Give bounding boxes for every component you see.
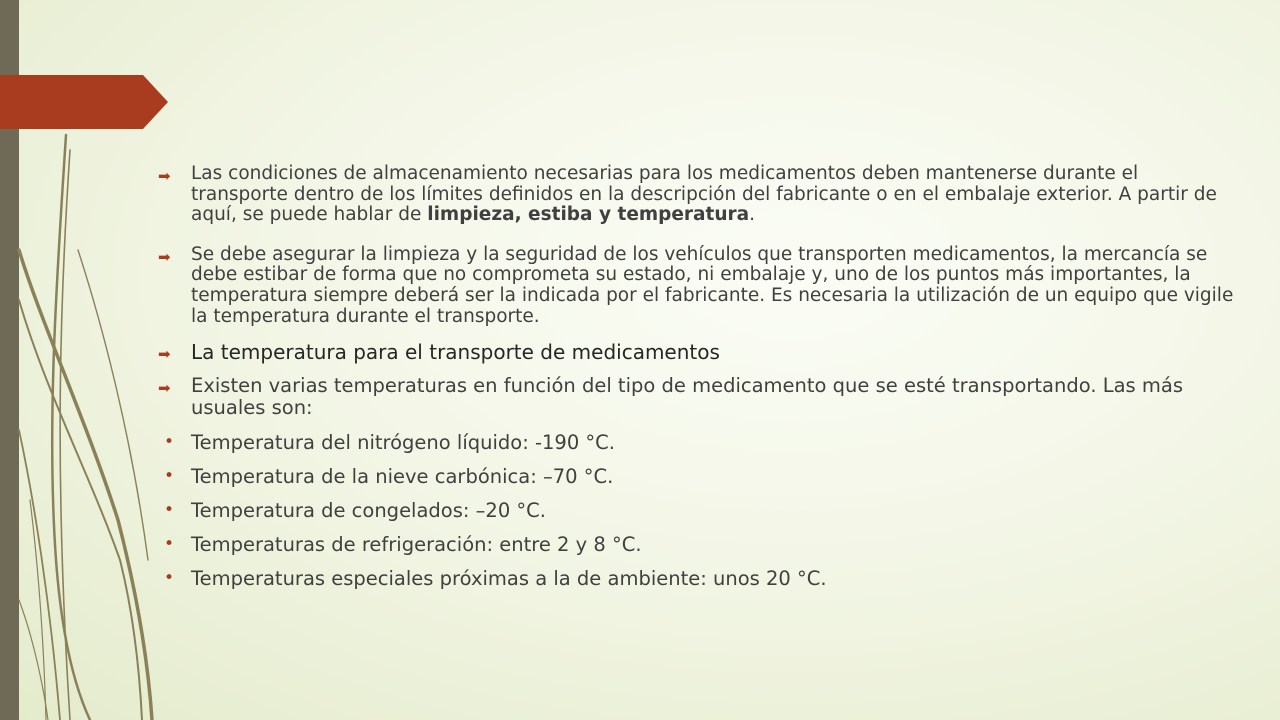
slide-content xyxy=(158,164,1238,601)
list-item-text: Temperatura de congelados: –20 °C. xyxy=(191,499,546,523)
paragraph-transport-temperature-heading xyxy=(158,340,1238,364)
list-item-frozen xyxy=(158,499,1238,523)
list-item-text: Temperaturas especiales próximas a la de ambiente: unos 20 °C. xyxy=(191,567,827,591)
paragraph-vehicle-cleaning xyxy=(158,245,1238,327)
bullet-dot-icon: • xyxy=(164,432,175,453)
paragraph-text: Se debe asegurar la limpieza y la seguridad de los vehículos que transporten medicamentos, la mercancía se debe estibar de forma que no comprometa su estado, ni embalaje y, uno de los puntos más importantes, la temperatura siempre deberá ser la indicada por el fabricante. Es necesaria la utilización de un equipo que vigile la temperatura durante el transporte. xyxy=(191,243,1234,327)
arrow-right-icon: ➡ xyxy=(158,379,171,398)
list-item-text: Temperaturas de refrigeración: entre 2 y 8 °C. xyxy=(191,533,642,557)
arrow-right-icon: ➡ xyxy=(158,247,171,266)
arrow-right-icon: ➡ xyxy=(158,345,171,364)
paragraph-end: . xyxy=(749,204,756,226)
paragraph-bold-text: limpieza, estiba y temperatura xyxy=(427,204,750,226)
arrow-right-icon: ➡ xyxy=(158,167,171,185)
accent-tab-shape xyxy=(0,75,170,129)
paragraph-text: Las condiciones de almacenamiento necesarias para los medicamentos deben mantenerse durante el transporte dentro de los límites definidos en la descripción del fabricante o en el embalaje exterior. A partir de aquí, se puede hablar de xyxy=(191,163,1217,226)
bullet-dot-icon: • xyxy=(164,568,175,589)
bullet-dot-icon: • xyxy=(164,466,175,487)
list-item-text: Temperatura de la nieve carbónica: –70 °C. xyxy=(191,465,614,489)
list-item-liquid-nitrogen xyxy=(158,431,1238,455)
list-item-ambient xyxy=(158,567,1238,591)
paragraph-text: Existen varias temperaturas en función del tipo de medicamento que se esté transportando. Las más usuales son: xyxy=(191,374,1183,420)
bullet-dot-icon: • xyxy=(164,500,175,521)
paragraph-text: La temperatura para el transporte de medicamentos xyxy=(191,340,720,365)
list-item-dry-ice xyxy=(158,465,1238,489)
paragraph-temperature-types xyxy=(158,375,1238,419)
bullet-dot-icon: • xyxy=(164,534,175,555)
list-item-text: Temperatura del nitrógeno líquido: -190 °C. xyxy=(191,431,615,455)
paragraph-storage-conditions xyxy=(158,164,1238,226)
list-item-refrigeration xyxy=(158,533,1238,557)
